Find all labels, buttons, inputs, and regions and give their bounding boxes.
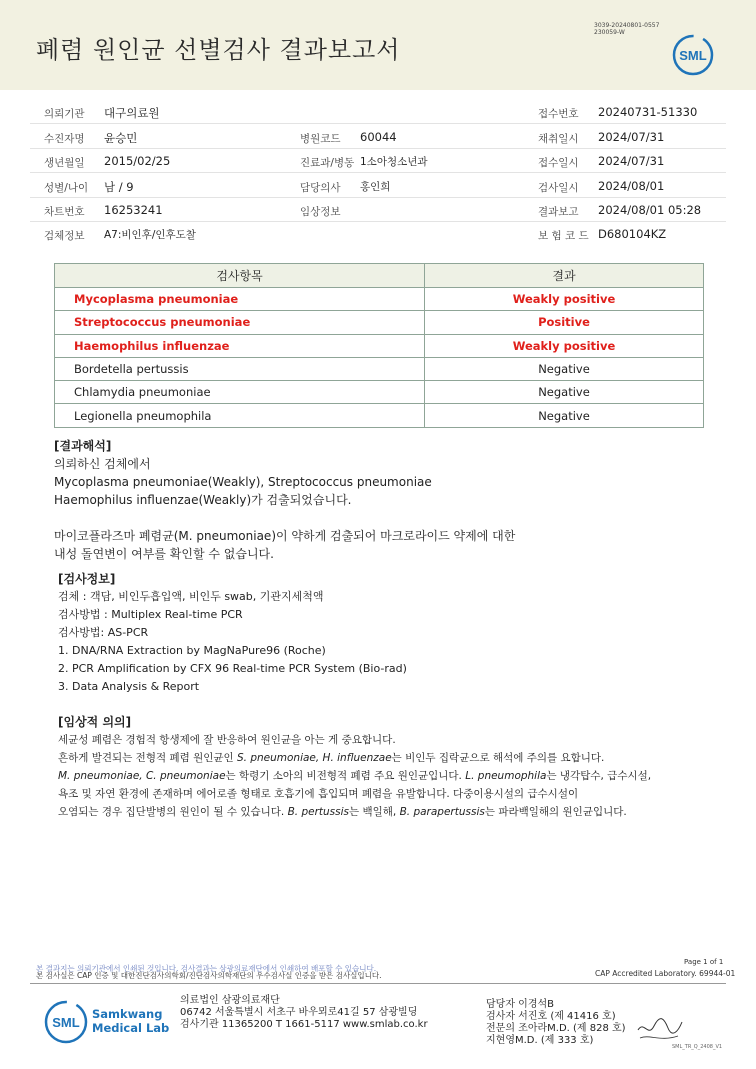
- brand-line: Medical Lab: [92, 1021, 170, 1035]
- test-result: Weakly positive: [425, 288, 704, 311]
- report-date-label: 결과보고: [538, 206, 579, 218]
- interpretation-line: 내성 돌연변이 여부를 확인할 수 없습니다.: [54, 547, 274, 561]
- clinical-text: 는 냉각탑수, 급수시설,: [546, 770, 652, 782]
- test-result: Negative: [425, 381, 704, 404]
- clinical-text: 는 백일해,: [348, 806, 400, 818]
- agency-info: 검사기관 11365200 T 1661-5117 www.smlab.co.kr: [180, 1019, 428, 1030]
- test-date-label: 검사일시: [538, 182, 579, 194]
- table-row: [55, 311, 704, 334]
- doc-id-1: 3039-20240801-0557: [594, 22, 660, 29]
- clinical-line: 세균성 폐렴은 경험적 항생제에 잘 반응하여 원인균을 아는 게 중요합니다.: [58, 734, 396, 746]
- collection-date-label: 채취일시: [538, 133, 579, 145]
- clinical-line: [58, 749, 651, 767]
- receipt-no: 20240731-51330: [598, 105, 698, 119]
- clinical-heading: [임상적 의의]: [58, 715, 132, 729]
- patient-name: 윤승민: [104, 131, 138, 145]
- clinical-italic: L. pneumophila: [465, 770, 547, 782]
- doctor-label: 담당의사: [300, 182, 341, 194]
- clinical-italic: M. pneumoniae, C. pneumoniae: [58, 770, 226, 782]
- interpretation-section: [54, 437, 515, 563]
- test-info-line: 1. DNA/RNA Extraction by MagNaPure96 (Roche): [58, 644, 326, 657]
- table-header-row: [55, 264, 704, 288]
- sex-age-label: 성별/나이: [44, 182, 89, 194]
- svg-text:SML: SML: [52, 1015, 80, 1030]
- staff-list: [486, 999, 626, 1047]
- clinical-italic: S. pneumoniae, H. influenzae: [236, 752, 392, 764]
- results-table: [54, 263, 704, 428]
- test-item: Streptococcus pneumoniae: [55, 311, 425, 334]
- dept: 1소아청소년과: [360, 156, 428, 168]
- divider: [30, 123, 726, 124]
- test-info-line: 검체 : 객담, 비인두흡입액, 비인두 swab, 기관지세척액: [58, 590, 324, 603]
- specimen-label: 검체정보: [44, 230, 85, 242]
- requesting-org-label: 의뢰기관: [44, 108, 85, 120]
- clinical-text: 는 학령기 소아의 비전형적 폐렴 주요 원인균입니다.: [225, 770, 466, 782]
- doc-id-2: 230059-W: [594, 29, 625, 36]
- col-result-header: 결과: [425, 264, 704, 288]
- sex-age: 남 / 9: [104, 180, 134, 194]
- requesting-org: 대구의료원: [104, 106, 160, 120]
- divider: [30, 221, 726, 222]
- interpretation-heading: [결과해석]: [54, 439, 112, 453]
- clinical-text: 는 비인두 집락균으로 해석에 주의를 요합니다.: [391, 752, 605, 764]
- table-row: [55, 357, 704, 380]
- clinical-info-label: 임상정보: [300, 206, 341, 218]
- receipt-no-label: 접수번호: [538, 108, 579, 120]
- birth-date: 2015/02/25: [104, 154, 171, 168]
- footer-note-print: 본 결과지는 의뢰기관에서 인쇄된 것입니다. 검사결과는 삼광의료재단에서 인쇄하여 배포할 수 있습니다.: [36, 964, 377, 973]
- clinical-italic: B. pertussis: [287, 806, 349, 818]
- page-number: Page 1 of 1: [684, 958, 724, 966]
- test-result: Negative: [425, 404, 704, 427]
- table-row: [55, 381, 704, 404]
- clinical-line: [58, 803, 651, 821]
- hospital-code-label: 병원코드: [300, 133, 341, 145]
- test-item: Mycoplasma pneumoniae: [55, 288, 425, 311]
- divider: [30, 148, 726, 149]
- patient-name-label: 수진자명: [44, 133, 85, 145]
- interpretation-line: 마이코플라즈마 폐렴균(M. pneumoniae)이 약하게 검출되어 마크로라이드 약제에 대한: [54, 529, 516, 543]
- test-result: Negative: [425, 357, 704, 380]
- clinical-text: 흔하게 발견되는 전형적 폐렴 원인균인: [58, 752, 237, 764]
- interpretation-line: 의뢰하신 검체에서: [54, 457, 151, 471]
- clinical-italic: B. parapertussis: [399, 806, 485, 818]
- clinical-significance-section: [58, 713, 651, 821]
- test-item: Bordetella pertussis: [55, 357, 425, 380]
- svg-text:SML: SML: [679, 48, 707, 63]
- address: 06742 서울특별시 서초구 바우뫼로41길 57 삼광빌딩: [180, 1007, 418, 1018]
- org-name: 의료법인 삼광의료재단: [180, 995, 280, 1006]
- report-date: 2024/08/01 05:28: [598, 203, 702, 217]
- test-result: Weakly positive: [425, 334, 704, 357]
- collection-date: 2024/07/31: [598, 130, 665, 144]
- brand-name: [92, 1007, 169, 1035]
- dept-label: 진료과/병동: [300, 157, 355, 169]
- hospital-code: 60044: [360, 130, 397, 144]
- test-item: Legionella pneumophila: [55, 404, 425, 427]
- report-title: 폐렴 원인균 선별검사 결과보고서: [36, 36, 401, 64]
- clinical-text: 는 파라백일해의 원인균입니다.: [484, 806, 627, 818]
- test-date: 2024/08/01: [598, 179, 665, 193]
- staff-line: 전문의 조아라M.D. (제 828 호): [486, 1023, 626, 1034]
- test-result: Positive: [425, 311, 704, 334]
- insurance-code: D680104KZ: [598, 227, 667, 241]
- test-info-section: [58, 570, 407, 696]
- lab-address: [180, 995, 428, 1031]
- receipt-date: 2024/07/31: [598, 154, 665, 168]
- clinical-text: 오염되는 경우 집단발병의 원인이 될 수 있습니다.: [58, 806, 288, 818]
- cap-accreditation: CAP Accredited Laboratory. 69944-01: [595, 969, 736, 978]
- staff-line: 검사자 서진호 (제 41416 호): [486, 1011, 616, 1022]
- birth-label: 생년월일: [44, 157, 85, 169]
- test-info-line: 3. Data Analysis & Report: [58, 680, 200, 693]
- test-info-line: 검사방법 : Multiplex Real-time PCR: [58, 608, 243, 621]
- patient-info: [0, 0, 756, 250]
- divider: [30, 197, 726, 198]
- clinical-line: 욕조 및 자연 환경에 존재하며 에어로졸 형태로 호흡기에 흡입되며 폐렴을 유발합니다. 다중이용시설의 급수시설이: [58, 788, 579, 800]
- table-row: [55, 404, 704, 427]
- receipt-date-label: 접수일시: [538, 157, 579, 169]
- test-item: Haemophilus influenzae: [55, 334, 425, 357]
- doctor: 홍인희: [360, 181, 391, 193]
- table-row: [55, 334, 704, 357]
- staff-line: 지현영M.D. (제 333 호): [486, 1035, 594, 1046]
- test-info-line: 2. PCR Amplification by CFX 96 Real-time PCR System (Bio-rad): [58, 662, 407, 675]
- interpretation-line: Mycoplasma pneumoniae(Weakly), Streptococcus pneumoniae: [54, 475, 432, 489]
- signature-icon: [634, 1012, 684, 1044]
- chart-no-label: 차트번호: [44, 206, 85, 218]
- footer-divider: [30, 983, 726, 984]
- test-info-line: 검사방법: AS-PCR: [58, 626, 149, 639]
- specimen: A7:비인후/인후도찰: [104, 229, 196, 241]
- form-code: SML_TR_Q_2408_V1: [672, 1044, 723, 1050]
- interpretation-line: Haemophilus influenzae(Weakly)가 검출되었습니다.: [54, 493, 352, 507]
- footer-note-accreditation: 본 검사실은 CAP 인증 및 대한진단검사의학회/진단검사의학재단의 우수검사실 인증을 받은 검사실입니다.: [36, 971, 382, 980]
- table-row: [55, 288, 704, 311]
- chart-no: 16253241: [104, 203, 163, 217]
- brand-line: Samkwang: [92, 1007, 163, 1021]
- clinical-line: [58, 767, 651, 785]
- sml-logo-icon: [44, 1000, 88, 1044]
- col-item-header: 검사항목: [55, 264, 425, 288]
- divider: [30, 172, 726, 173]
- insurance-code-label: 보 험 코 드: [538, 230, 589, 242]
- test-item: Chlamydia pneumoniae: [55, 381, 425, 404]
- test-info-heading: [검사정보]: [58, 572, 116, 586]
- staff-line: 담당자 이경석B: [486, 999, 554, 1010]
